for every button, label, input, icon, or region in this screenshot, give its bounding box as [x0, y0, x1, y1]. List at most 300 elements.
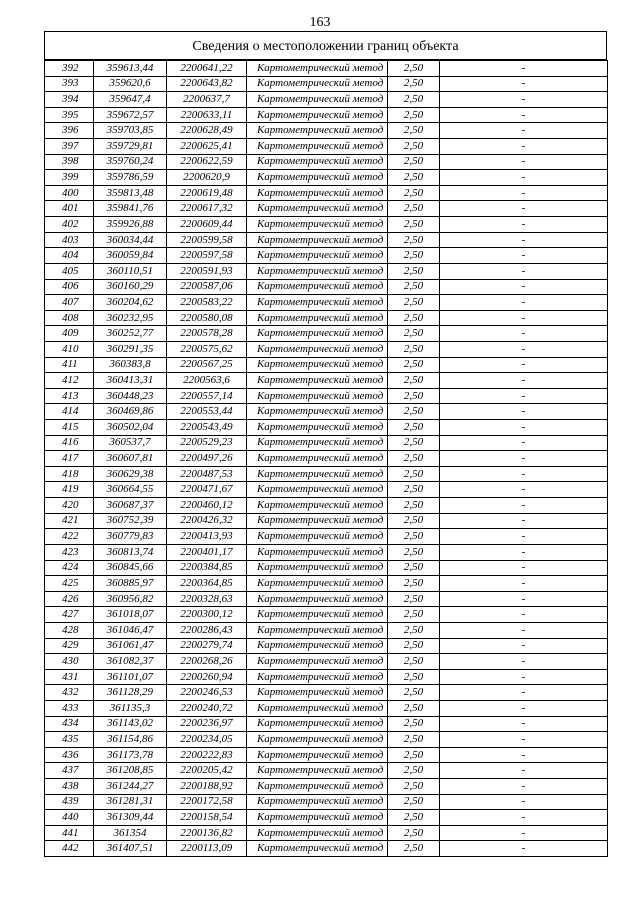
y-coordinate-cell: 2200136,82: [167, 825, 247, 841]
x-coordinate-cell: 360204,62: [94, 295, 167, 311]
method-cell: Картометрический метод: [247, 326, 388, 342]
table-row: [45, 763, 608, 779]
point-number-cell: 396: [45, 123, 94, 139]
point-number-cell: 430: [45, 654, 94, 670]
y-coordinate-cell: 2200401,17: [167, 544, 247, 560]
accuracy-cell: 2,50: [388, 170, 440, 186]
x-coordinate-cell: 361354: [94, 825, 167, 841]
table-row: [45, 341, 608, 357]
coordinates-table: [44, 60, 608, 857]
y-coordinate-cell: 2200236,97: [167, 716, 247, 732]
x-coordinate-cell: 360956,82: [94, 591, 167, 607]
method-cell: Картометрический метод: [247, 295, 388, 311]
y-coordinate-cell: 2200637,7: [167, 92, 247, 108]
table-row: [45, 76, 608, 92]
y-coordinate-cell: 2200597,58: [167, 248, 247, 264]
description-cell: -: [440, 139, 608, 155]
y-coordinate-cell: 2200268,26: [167, 654, 247, 670]
description-cell: -: [440, 732, 608, 748]
description-cell: -: [440, 466, 608, 482]
method-cell: Картометрический метод: [247, 61, 388, 77]
table-row: [45, 154, 608, 170]
point-number-cell: 404: [45, 248, 94, 264]
point-number-cell: 400: [45, 185, 94, 201]
description-cell: -: [440, 420, 608, 436]
method-cell: Картометрический метод: [247, 76, 388, 92]
accuracy-cell: 2,50: [388, 779, 440, 795]
description-cell: -: [440, 388, 608, 404]
table-row: [45, 747, 608, 763]
point-number-cell: 427: [45, 607, 94, 623]
description-cell: -: [440, 482, 608, 498]
point-number-cell: 433: [45, 700, 94, 716]
x-coordinate-cell: 360059,84: [94, 248, 167, 264]
method-cell: Картометрический метод: [247, 388, 388, 404]
description-cell: -: [440, 591, 608, 607]
x-coordinate-cell: 360885,97: [94, 576, 167, 592]
x-coordinate-cell: 361018,07: [94, 607, 167, 623]
description-cell: -: [440, 498, 608, 514]
accuracy-cell: 2,50: [388, 76, 440, 92]
description-cell: -: [440, 263, 608, 279]
y-coordinate-cell: 2200188,92: [167, 779, 247, 795]
x-coordinate-cell: 360537,7: [94, 435, 167, 451]
accuracy-cell: 2,50: [388, 123, 440, 139]
x-coordinate-cell: 360607,81: [94, 451, 167, 467]
x-coordinate-cell: 361101,07: [94, 669, 167, 685]
y-coordinate-cell: 2200286,43: [167, 622, 247, 638]
point-number-cell: 408: [45, 310, 94, 326]
x-coordinate-cell: 361143,02: [94, 716, 167, 732]
method-cell: Картометрический метод: [247, 498, 388, 514]
description-cell: -: [440, 232, 608, 248]
description-cell: -: [440, 451, 608, 467]
description-cell: -: [440, 747, 608, 763]
method-cell: Картометрический метод: [247, 373, 388, 389]
table-row: [45, 201, 608, 217]
y-coordinate-cell: 2200625,41: [167, 139, 247, 155]
x-coordinate-cell: 359647,4: [94, 92, 167, 108]
y-coordinate-cell: 2200158,54: [167, 810, 247, 826]
accuracy-cell: 2,50: [388, 763, 440, 779]
point-number-cell: 438: [45, 779, 94, 795]
x-coordinate-cell: 360845,66: [94, 560, 167, 576]
accuracy-cell: 2,50: [388, 810, 440, 826]
x-coordinate-cell: 360779,83: [94, 529, 167, 545]
x-coordinate-cell: 360160,29: [94, 279, 167, 295]
table-row: [45, 451, 608, 467]
accuracy-cell: 2,50: [388, 482, 440, 498]
point-number-cell: 398: [45, 154, 94, 170]
description-cell: -: [440, 669, 608, 685]
method-cell: Картометрический метод: [247, 201, 388, 217]
accuracy-cell: 2,50: [388, 591, 440, 607]
x-coordinate-cell: 361407,51: [94, 841, 167, 857]
description-cell: -: [440, 107, 608, 123]
y-coordinate-cell: 2200426,32: [167, 513, 247, 529]
table-row: [45, 263, 608, 279]
accuracy-cell: 2,50: [388, 154, 440, 170]
description-cell: -: [440, 92, 608, 108]
y-coordinate-cell: 2200622,59: [167, 154, 247, 170]
accuracy-cell: 2,50: [388, 61, 440, 77]
x-coordinate-cell: 359672,57: [94, 107, 167, 123]
x-coordinate-cell: 359620,6: [94, 76, 167, 92]
accuracy-cell: 2,50: [388, 217, 440, 233]
accuracy-cell: 2,50: [388, 263, 440, 279]
point-number-cell: 407: [45, 295, 94, 311]
y-coordinate-cell: 2200240,72: [167, 700, 247, 716]
accuracy-cell: 2,50: [388, 139, 440, 155]
method-cell: Картометрический метод: [247, 357, 388, 373]
accuracy-cell: 2,50: [388, 607, 440, 623]
method-cell: Картометрический метод: [247, 466, 388, 482]
description-cell: -: [440, 373, 608, 389]
point-number-cell: 437: [45, 763, 94, 779]
description-cell: -: [440, 61, 608, 77]
point-number-cell: 412: [45, 373, 94, 389]
point-number-cell: 397: [45, 139, 94, 155]
x-coordinate-cell: 359786,59: [94, 170, 167, 186]
accuracy-cell: 2,50: [388, 341, 440, 357]
x-coordinate-cell: 361309,44: [94, 810, 167, 826]
y-coordinate-cell: 2200591,93: [167, 263, 247, 279]
point-number-cell: 411: [45, 357, 94, 373]
accuracy-cell: 2,50: [388, 794, 440, 810]
point-number-cell: 434: [45, 716, 94, 732]
x-coordinate-cell: 359703,85: [94, 123, 167, 139]
method-cell: Картометрический метод: [247, 763, 388, 779]
point-number-cell: 416: [45, 435, 94, 451]
y-coordinate-cell: 2200246,53: [167, 685, 247, 701]
accuracy-cell: 2,50: [388, 310, 440, 326]
accuracy-cell: 2,50: [388, 373, 440, 389]
x-coordinate-cell: 359841,76: [94, 201, 167, 217]
x-coordinate-cell: 360687,37: [94, 498, 167, 514]
table-row: [45, 576, 608, 592]
table-row: [45, 232, 608, 248]
description-cell: -: [440, 341, 608, 357]
table-title: Сведения о местоположении границ объекта: [44, 31, 607, 60]
x-coordinate-cell: 361154,86: [94, 732, 167, 748]
method-cell: Картометрический метод: [247, 263, 388, 279]
point-number-cell: 395: [45, 107, 94, 123]
x-coordinate-cell: 360664,55: [94, 482, 167, 498]
description-cell: -: [440, 295, 608, 311]
x-coordinate-cell: 359760,24: [94, 154, 167, 170]
description-cell: -: [440, 841, 608, 857]
boundary-table-container: [44, 31, 607, 857]
y-coordinate-cell: 2200587,06: [167, 279, 247, 295]
description-cell: -: [440, 404, 608, 420]
description-cell: -: [440, 76, 608, 92]
table-row: [45, 810, 608, 826]
table-row: [45, 185, 608, 201]
description-cell: -: [440, 825, 608, 841]
method-cell: Картометрический метод: [247, 420, 388, 436]
table-row: [45, 732, 608, 748]
description-cell: -: [440, 279, 608, 295]
method-cell: Картометрический метод: [247, 513, 388, 529]
x-coordinate-cell: 360232,95: [94, 310, 167, 326]
y-coordinate-cell: 2200643,82: [167, 76, 247, 92]
description-cell: -: [440, 435, 608, 451]
point-number-cell: 409: [45, 326, 94, 342]
method-cell: Картометрический метод: [247, 92, 388, 108]
accuracy-cell: 2,50: [388, 638, 440, 654]
method-cell: Картометрический метод: [247, 107, 388, 123]
table-row: [45, 217, 608, 233]
accuracy-cell: 2,50: [388, 498, 440, 514]
method-cell: Картометрический метод: [247, 654, 388, 670]
method-cell: Картометрический метод: [247, 700, 388, 716]
x-coordinate-cell: 360469,86: [94, 404, 167, 420]
accuracy-cell: 2,50: [388, 279, 440, 295]
description-cell: -: [440, 326, 608, 342]
table-row: [45, 560, 608, 576]
point-number-cell: 410: [45, 341, 94, 357]
description-cell: -: [440, 123, 608, 139]
method-cell: Картометрический метод: [247, 638, 388, 654]
accuracy-cell: 2,50: [388, 716, 440, 732]
y-coordinate-cell: 2200487,53: [167, 466, 247, 482]
description-cell: -: [440, 544, 608, 560]
method-cell: Картометрический метод: [247, 139, 388, 155]
coordinates-table-body: [45, 61, 608, 857]
point-number-cell: 428: [45, 622, 94, 638]
table-row: [45, 638, 608, 654]
point-number-cell: 435: [45, 732, 94, 748]
y-coordinate-cell: 2200300,12: [167, 607, 247, 623]
accuracy-cell: 2,50: [388, 841, 440, 857]
x-coordinate-cell: 361061,47: [94, 638, 167, 654]
page-number: 163: [309, 15, 331, 30]
table-row: [45, 669, 608, 685]
table-row: [45, 513, 608, 529]
accuracy-cell: 2,50: [388, 576, 440, 592]
description-cell: -: [440, 779, 608, 795]
point-number-cell: 417: [45, 451, 94, 467]
point-number-cell: 424: [45, 560, 94, 576]
y-coordinate-cell: 2200279,74: [167, 638, 247, 654]
y-coordinate-cell: 2200578,28: [167, 326, 247, 342]
accuracy-cell: 2,50: [388, 326, 440, 342]
method-cell: Картометрический метод: [247, 123, 388, 139]
y-coordinate-cell: 2200633,11: [167, 107, 247, 123]
table-row: [45, 700, 608, 716]
table-row: [45, 794, 608, 810]
point-number-cell: 393: [45, 76, 94, 92]
point-number-cell: 405: [45, 263, 94, 279]
y-coordinate-cell: 2200222,83: [167, 747, 247, 763]
y-coordinate-cell: 2200364,85: [167, 576, 247, 592]
point-number-cell: 421: [45, 513, 94, 529]
point-number-cell: 420: [45, 498, 94, 514]
method-cell: Картометрический метод: [247, 232, 388, 248]
accuracy-cell: 2,50: [388, 654, 440, 670]
method-cell: Картометрический метод: [247, 529, 388, 545]
method-cell: Картометрический метод: [247, 576, 388, 592]
y-coordinate-cell: 2200529,23: [167, 435, 247, 451]
table-row: [45, 170, 608, 186]
x-coordinate-cell: 361128,29: [94, 685, 167, 701]
accuracy-cell: 2,50: [388, 622, 440, 638]
accuracy-cell: 2,50: [388, 248, 440, 264]
point-number-cell: 406: [45, 279, 94, 295]
table-row: [45, 295, 608, 311]
table-row: [45, 435, 608, 451]
point-number-cell: 403: [45, 232, 94, 248]
method-cell: Картометрический метод: [247, 482, 388, 498]
table-row: [45, 139, 608, 155]
method-cell: Картометрический метод: [247, 685, 388, 701]
y-coordinate-cell: 2200460,12: [167, 498, 247, 514]
y-coordinate-cell: 2200628,49: [167, 123, 247, 139]
accuracy-cell: 2,50: [388, 435, 440, 451]
method-cell: Картометрический метод: [247, 810, 388, 826]
table-row: [45, 529, 608, 545]
x-coordinate-cell: 361173,78: [94, 747, 167, 763]
x-coordinate-cell: 359813,48: [94, 185, 167, 201]
point-number-cell: 441: [45, 825, 94, 841]
x-coordinate-cell: 359729,81: [94, 139, 167, 155]
method-cell: Картометрический метод: [247, 544, 388, 560]
description-cell: -: [440, 685, 608, 701]
y-coordinate-cell: 2200497,26: [167, 451, 247, 467]
y-coordinate-cell: 2200583,22: [167, 295, 247, 311]
method-cell: Картометрический метод: [247, 779, 388, 795]
x-coordinate-cell: 361208,85: [94, 763, 167, 779]
accuracy-cell: 2,50: [388, 404, 440, 420]
x-coordinate-cell: 361135,3: [94, 700, 167, 716]
accuracy-cell: 2,50: [388, 185, 440, 201]
table-row: [45, 92, 608, 108]
accuracy-cell: 2,50: [388, 825, 440, 841]
x-coordinate-cell: 360813,74: [94, 544, 167, 560]
table-row: [45, 107, 608, 123]
table-row: [45, 357, 608, 373]
point-number-cell: 415: [45, 420, 94, 436]
method-cell: Картометрический метод: [247, 591, 388, 607]
x-coordinate-cell: 360252,77: [94, 326, 167, 342]
point-number-cell: 414: [45, 404, 94, 420]
x-coordinate-cell: 360291,35: [94, 341, 167, 357]
table-row: [45, 404, 608, 420]
accuracy-cell: 2,50: [388, 420, 440, 436]
point-number-cell: 423: [45, 544, 94, 560]
y-coordinate-cell: 2200553,44: [167, 404, 247, 420]
y-coordinate-cell: 2200609,44: [167, 217, 247, 233]
y-coordinate-cell: 2200617,32: [167, 201, 247, 217]
method-cell: Картометрический метод: [247, 622, 388, 638]
table-row: [45, 466, 608, 482]
description-cell: -: [440, 700, 608, 716]
point-number-cell: 402: [45, 217, 94, 233]
x-coordinate-cell: 360752,39: [94, 513, 167, 529]
method-cell: Картометрический метод: [247, 279, 388, 295]
method-cell: Картометрический метод: [247, 747, 388, 763]
x-coordinate-cell: 360502,04: [94, 420, 167, 436]
table-row: [45, 841, 608, 857]
y-coordinate-cell: 2200471,67: [167, 482, 247, 498]
description-cell: -: [440, 513, 608, 529]
accuracy-cell: 2,50: [388, 732, 440, 748]
method-cell: Картометрический метод: [247, 560, 388, 576]
x-coordinate-cell: 361082,37: [94, 654, 167, 670]
table-row: [45, 388, 608, 404]
method-cell: Картометрический метод: [247, 435, 388, 451]
accuracy-cell: 2,50: [388, 513, 440, 529]
table-row: [45, 326, 608, 342]
method-cell: Картометрический метод: [247, 825, 388, 841]
description-cell: -: [440, 716, 608, 732]
y-coordinate-cell: 2200599,58: [167, 232, 247, 248]
accuracy-cell: 2,50: [388, 388, 440, 404]
method-cell: Картометрический метод: [247, 669, 388, 685]
y-coordinate-cell: 2200328,63: [167, 591, 247, 607]
accuracy-cell: 2,50: [388, 295, 440, 311]
accuracy-cell: 2,50: [388, 107, 440, 123]
method-cell: Картометрический метод: [247, 451, 388, 467]
x-coordinate-cell: 360448,23: [94, 388, 167, 404]
method-cell: Картометрический метод: [247, 248, 388, 264]
y-coordinate-cell: 2200557,14: [167, 388, 247, 404]
description-cell: -: [440, 154, 608, 170]
description-cell: -: [440, 201, 608, 217]
x-coordinate-cell: 359926,88: [94, 217, 167, 233]
point-number-cell: 401: [45, 201, 94, 217]
point-number-cell: 422: [45, 529, 94, 545]
y-coordinate-cell: 2200205,42: [167, 763, 247, 779]
description-cell: -: [440, 763, 608, 779]
description-cell: -: [440, 185, 608, 201]
table-row: [45, 482, 608, 498]
accuracy-cell: 2,50: [388, 232, 440, 248]
description-cell: -: [440, 357, 608, 373]
accuracy-cell: 2,50: [388, 700, 440, 716]
method-cell: Картометрический метод: [247, 170, 388, 186]
accuracy-cell: 2,50: [388, 685, 440, 701]
description-cell: -: [440, 217, 608, 233]
description-cell: -: [440, 560, 608, 576]
table-row: [45, 622, 608, 638]
x-coordinate-cell: 361244,27: [94, 779, 167, 795]
method-cell: Картометрический метод: [247, 607, 388, 623]
table-row: [45, 123, 608, 139]
description-cell: -: [440, 529, 608, 545]
point-number-cell: 439: [45, 794, 94, 810]
accuracy-cell: 2,50: [388, 544, 440, 560]
table-row: [45, 716, 608, 732]
method-cell: Картометрический метод: [247, 341, 388, 357]
accuracy-cell: 2,50: [388, 451, 440, 467]
y-coordinate-cell: 2200543,49: [167, 420, 247, 436]
accuracy-cell: 2,50: [388, 529, 440, 545]
accuracy-cell: 2,50: [388, 201, 440, 217]
table-row: [45, 279, 608, 295]
y-coordinate-cell: 2200575,62: [167, 341, 247, 357]
point-number-cell: 426: [45, 591, 94, 607]
table-row: [45, 685, 608, 701]
point-number-cell: 431: [45, 669, 94, 685]
x-coordinate-cell: 360413,31: [94, 373, 167, 389]
table-row: [45, 420, 608, 436]
description-cell: -: [440, 622, 608, 638]
y-coordinate-cell: 2200563,6: [167, 373, 247, 389]
point-number-cell: 440: [45, 810, 94, 826]
method-cell: Картометрический метод: [247, 154, 388, 170]
accuracy-cell: 2,50: [388, 92, 440, 108]
